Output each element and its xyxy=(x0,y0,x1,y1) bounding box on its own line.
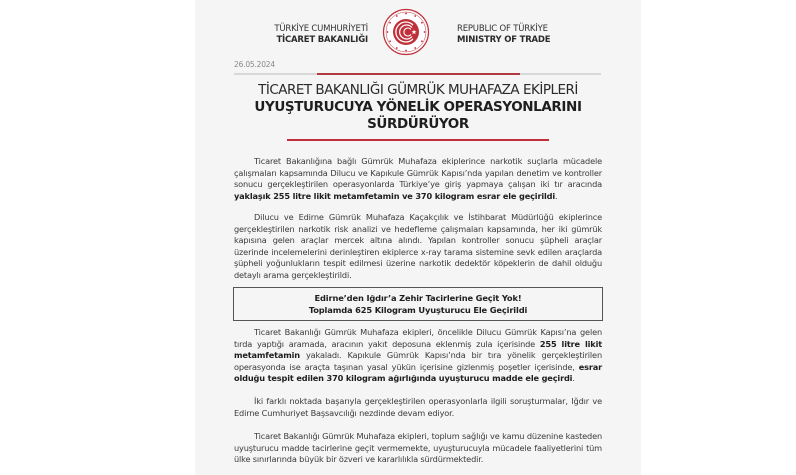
top-divider xyxy=(234,73,601,75)
paragraph-3-text2: yakaladı. Kapıkule Gümrük Kapısı’nda bir tıra yönelik gerçekleştirilen operasyonda ise araçta taşınan yasal yükün içerisine gizlenmiş poşetler içerisinde, xyxy=(234,350,602,372)
highlight-line2: Toplamda 625 Kilogram Uyuşturucu Ele Geçirildi xyxy=(308,305,528,315)
paragraph-2: Dilucu ve Edirne Gümrük Muhafaza Kaçakçılık ve İstihbarat Müdürlüğü ekiplerince gerçekleştirilen narkotik risk analizi ve hedefleme çalışmaları kapsamında, her iki gümrük kapısına gelen araçlar mercek altına alındı. Yapılan kontroller sonucu şüpheli araçlar üzerinde incelemelerini derinleştiren ekiplerce x-ray tarama sistemine sevk edilen araçlarda şüpheli yoğunlukların tespit edilmesi üzerine narkotik dedektör köpeklerin de dahil olduğu detaylı arama gerçekleştirildi. xyxy=(234,212,602,280)
header-right-org xyxy=(457,24,587,46)
paragraph-3-end: . xyxy=(572,373,575,383)
paragraph-1 xyxy=(234,156,602,202)
paragraph-4: İki farklı noktada başarıyla gerçekleştirilen operasyonlarla ilgili soruşturmalar, Iğdır ve Edirne Cumhuriyet Başsavcılığı nezdinde devam ediyor. xyxy=(234,396,602,418)
header-right-line2: MINISTRY OF TRADE xyxy=(457,35,551,45)
top-divider-accent xyxy=(317,73,520,75)
paragraph-1-bold: yaklaşık 255 litre likit metamfetamin ve 370 kilogram esrar ele geçirildi xyxy=(234,190,556,201)
paragraph-5: Ticaret Bakanlığı Gümrük Muhafaza ekipleri, toplum sağlığı ve kamu düzenine kasteden uyuşturucu madde tacirlerine geçit vermemekte, uyuşturucuyla mücadele faaliyetlerini tüm ülke sınırlarında büyük bir özveri ve kararlılıkla sürdürmektedir. xyxy=(234,431,602,464)
paragraph-3-bold1: 255 litre likit metamfetamin xyxy=(234,338,602,360)
title-line2: UYUŞTURUCUYA YÖNELİK OPERASYONLARINI xyxy=(254,99,582,115)
header-left-line1: TÜRKİYE CUMHURİYETİ xyxy=(274,24,368,34)
paragraph-1-text: Ticaret Bakanlığına bağlı Gümrük Muhafaza ekiplerince narkotik suçlarla mücadele çalışmaları kapsamında Dilucu ve Kapıkule Gümrük Kapısı’nda yapılan denetim ve kontroller sonucu gerçekleştirilen operasyonlarda Türkiye’ye giriş yapmaya çalışan iki tır aracında xyxy=(234,156,602,189)
paragraph-1-end: . xyxy=(555,190,558,201)
paragraph-3 xyxy=(234,327,602,385)
highlight-line1: Edirne’den Iğdır’a Zehir Tacirlerine Geçit Yok! xyxy=(314,293,522,303)
title-line3: SÜRDÜRÜYOR xyxy=(367,116,469,132)
highlight-box xyxy=(233,287,603,321)
title-line1: TİCARET BAKANLIĞI GÜMRÜK MUHAFAZA EKİPLERİ xyxy=(258,82,578,98)
header-left-org xyxy=(260,24,368,46)
ministry-seal-icon xyxy=(382,8,430,56)
page-title xyxy=(234,82,602,133)
paragraph-3-text1: Ticaret Bakanlığı Gümrük Muhafaza ekipleri, öncelikle Dilucu Gümrük Kapısı’na gelen tırda yaptığı aramada, aracının yakıt deposuna eklenmiş zula içerisinde xyxy=(234,327,602,349)
header-left-line2: TİCARET BAKANLIĞI xyxy=(276,35,368,45)
paragraph-3-bold2: esrar olduğu tespit edilen 370 kilogram ağırlığında uyuşturucu madde ele geçirdi xyxy=(234,361,602,383)
header-right-line1: REPUBLIC OF TÜRKİYE xyxy=(457,24,548,34)
press-release-date: 26.05.2024 xyxy=(234,60,275,69)
title-underline xyxy=(287,139,549,141)
